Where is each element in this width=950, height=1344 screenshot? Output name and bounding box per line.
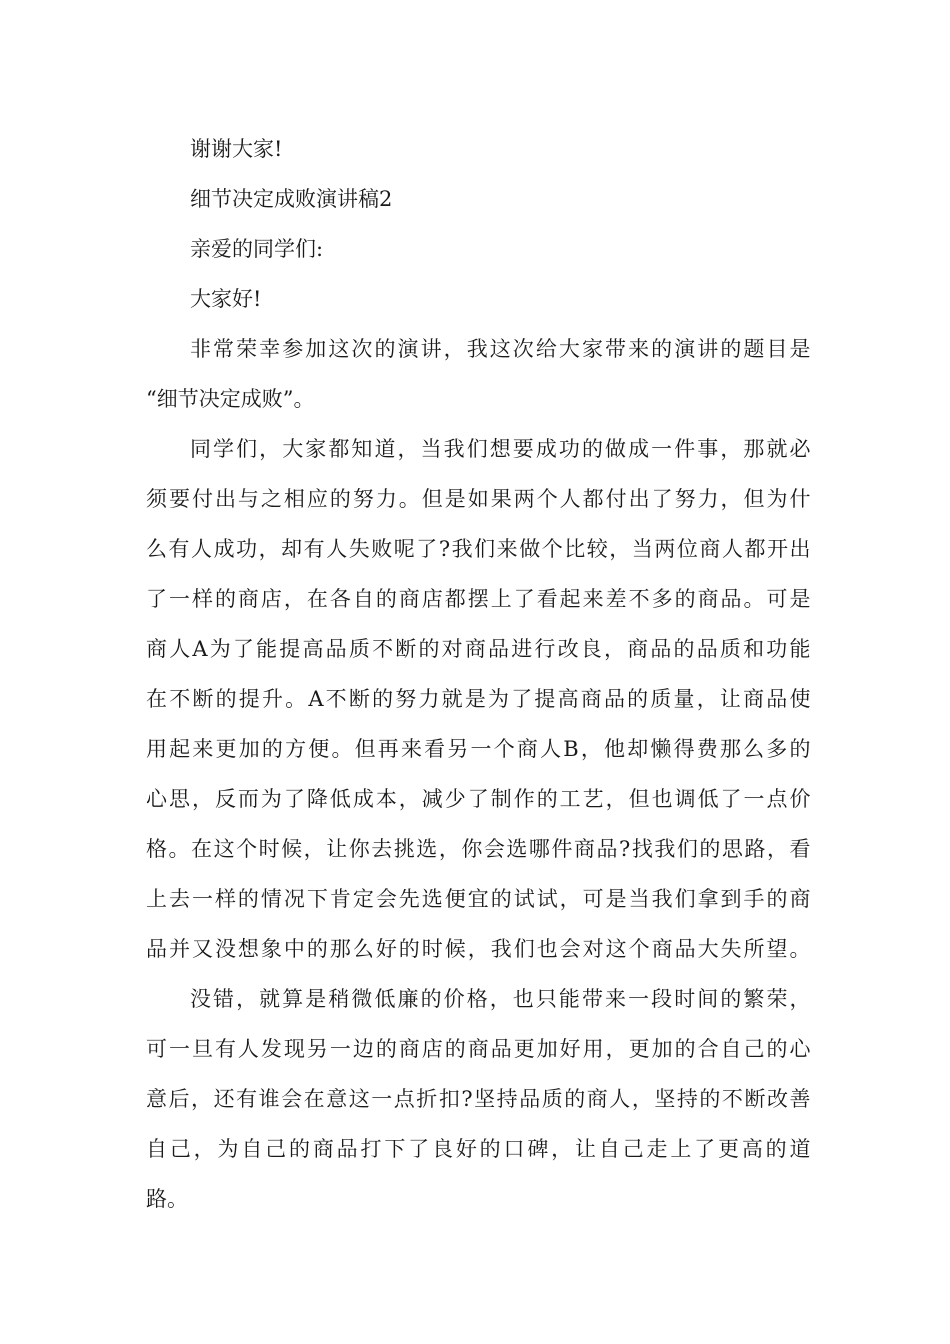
text-line: 在不断的提升。A不断的努力就是为了提高商品的质量，让商品使 bbox=[146, 687, 811, 711]
salutation: 亲爱的同学们: bbox=[190, 237, 324, 261]
text-line: 同学们，大家都知道，当我们想要成功的做成一件事，那就必 bbox=[190, 437, 811, 461]
text-line: 可一旦有人发现另一边的商店的商品更加好用，更加的合自己的心 bbox=[146, 1037, 811, 1061]
speech-title: 细节决定成败演讲稿2 bbox=[190, 187, 393, 211]
greeting: 大家好! bbox=[190, 287, 262, 311]
text-line: 了一样的商店，在各自的商店都摆上了看起来差不多的商品。可是 bbox=[146, 587, 811, 611]
text-line: 路。 bbox=[146, 1187, 188, 1211]
text-line: 用起来更加的方便。但再来看另一个商人B，他却懒得费那么多的 bbox=[146, 737, 811, 761]
closing-thanks: 谢谢大家! bbox=[190, 137, 283, 161]
text-line: 自己，为自己的商品打下了良好的口碑，让自己走上了更高的道 bbox=[146, 1137, 811, 1161]
text-line: 须要付出与之相应的努力。但是如果两个人都付出了努力，但为什 bbox=[146, 487, 811, 511]
text-line: 商人A为了能提高品质不断的对商品进行改良，商品的品质和功能 bbox=[146, 637, 811, 661]
text-line: “细节决定成败”。 bbox=[146, 387, 315, 411]
text-line: 心思，反而为了降低成本，减少了制作的工艺，但也调低了一点价 bbox=[146, 787, 811, 811]
text-line: 品并又没想象中的那么好的时候，我们也会对这个商品大失所望。 bbox=[146, 937, 811, 961]
text-line: 非常荣幸参加这次的演讲，我这次给大家带来的演讲的题目是 bbox=[190, 337, 811, 361]
document-body bbox=[146, 124, 811, 1224]
text-line: 意后，还有谁会在意这一点折扣?坚持品质的商人，坚持的不断改善 bbox=[146, 1087, 811, 1111]
text-line: 格。在这个时候，让你去挑选，你会选哪件商品?找我们的思路，看 bbox=[146, 837, 811, 861]
text-line: 么有人成功，却有人失败呢了?我们来做个比较，当两位商人都开出 bbox=[146, 537, 811, 561]
text-line: 上去一样的情况下肯定会先选便宜的试试，可是当我们拿到手的商 bbox=[146, 887, 811, 911]
text-line: 没错，就算是稍微低廉的价格，也只能带来一段时间的繁荣， bbox=[190, 987, 811, 1011]
